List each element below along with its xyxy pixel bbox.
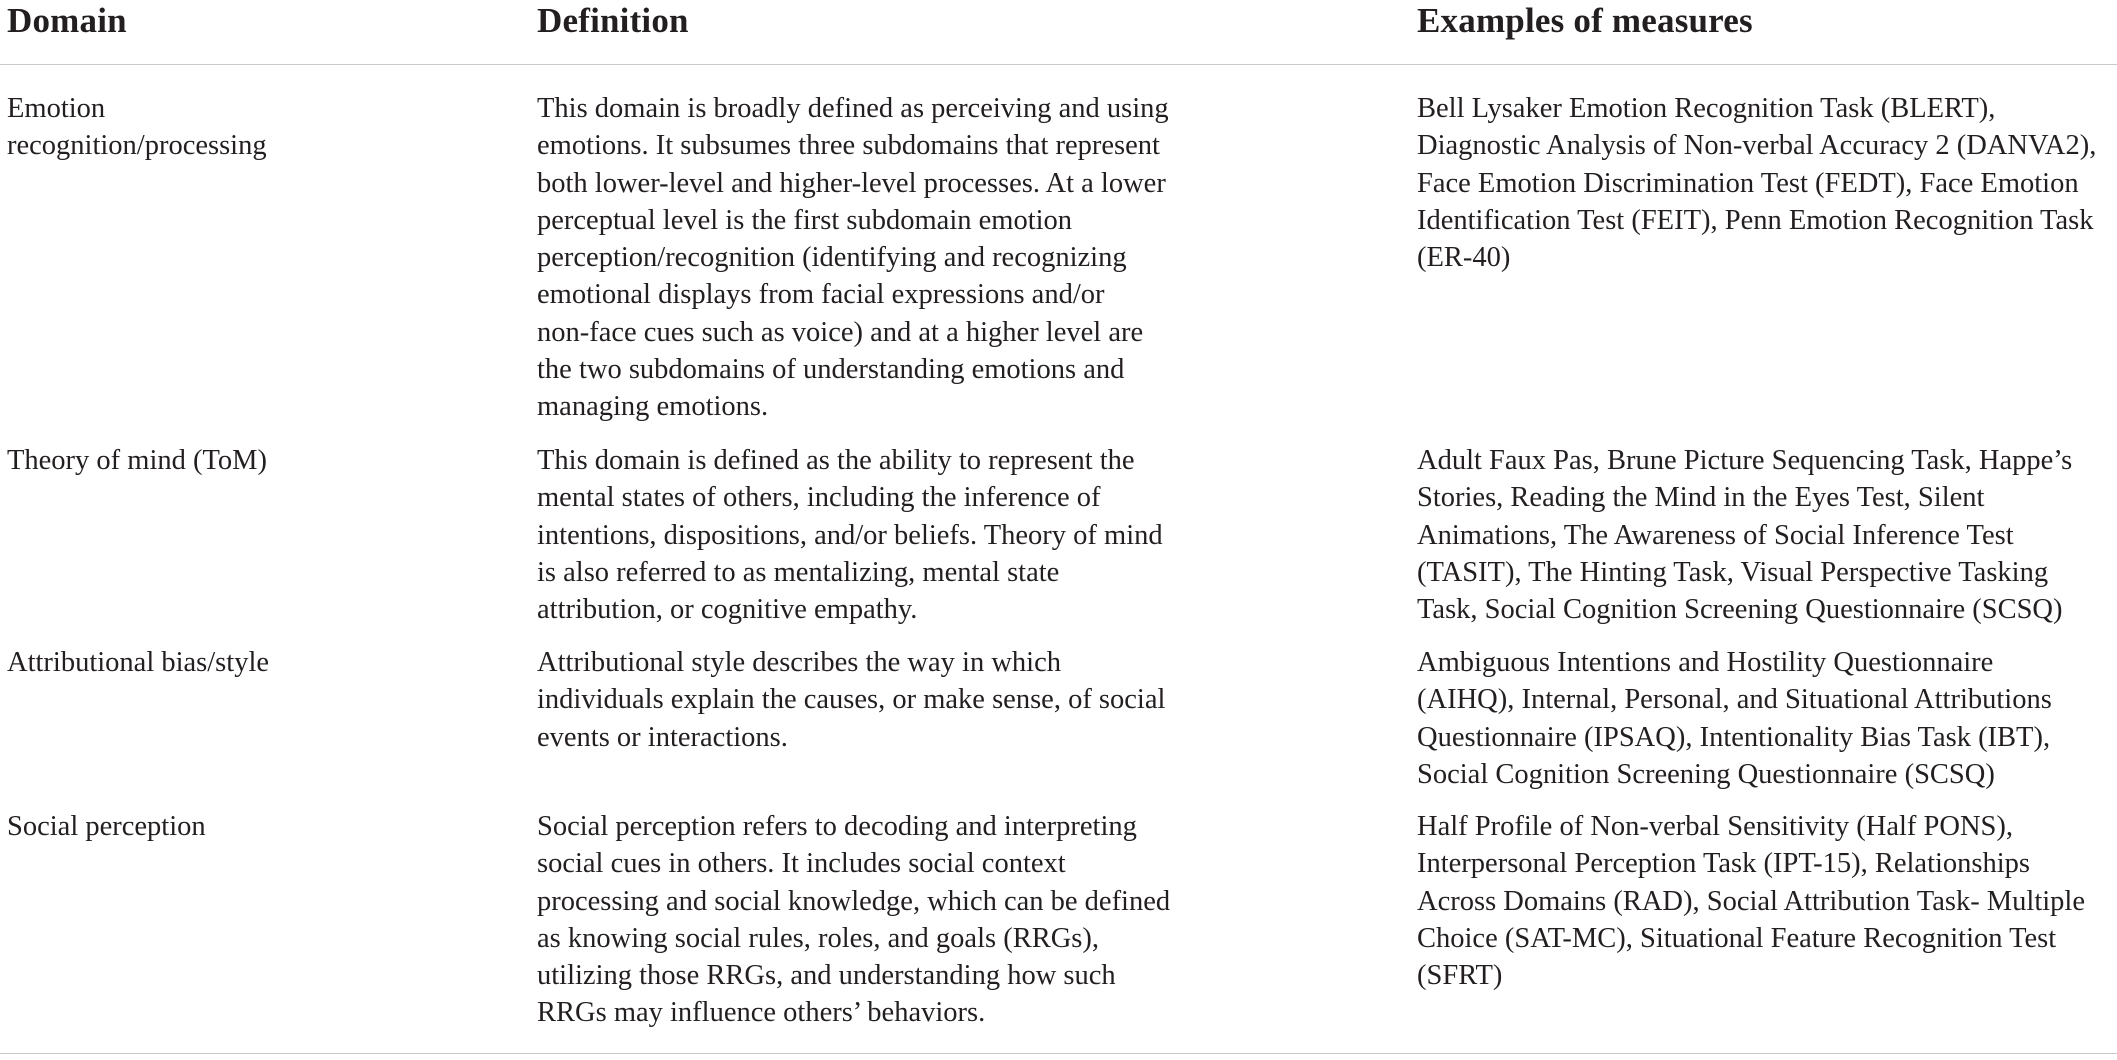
examples-cell: Bell Lysaker Emotion Recognition Task (BLERT), Diagnostic Analysis of Non-verbal Accuracy 2 (DANVA2), Face Emotion Discrimination Test (FEDT), Face Emotion Identification Test (FEIT), Penn Emotion Recognition Task (ER-40) — [1417, 93, 2097, 274]
domain-cell: Emotion recognition/processing — [7, 93, 267, 162]
domain-cell: Theory of mind (ToM) — [7, 445, 267, 476]
header-domain: Domain — [7, 1, 127, 40]
definition-cell: This domain is broadly defined as perceiving and using emotions. It subsumes three subdomains that represent both lower-level and higher-level processes. At a lower perceptual level is the first subdomain emotion perception/recognition (identifying and recognizing emotional displays from facial expressions and/or non-face cues such as voice) and at a higher level are the two subdomains of understanding emotions and managing emotions. — [537, 93, 1169, 423]
definition-cell: This domain is defined as the ability to represent the mental states of others, including the inference of intentions, dispositions, and/or beliefs. Theory of mind is also referred to as mentalizing, mental state attribution, or cognitive empathy. — [537, 445, 1163, 626]
table-bottom-rule — [0, 1053, 2117, 1054]
domain-cell: Attributional bias/style — [7, 647, 270, 678]
definition-cell: Attributional style describes the way in which individuals explain the causes, or make sense, of social events or interactions. — [537, 647, 1166, 753]
examples-cell: Adult Faux Pas, Brune Picture Sequencing Task, Happe’s Stories, Reading the Mind in the Eyes Test, Silent Animations, The Awareness of Social Inference Test (TASIT), The Hinting Task, Visual Perspective Tasking Task, Social Cognition Screening Questionnaire (SCSQ) — [1417, 445, 2073, 626]
header-examples: Examples of measures — [1417, 1, 1753, 40]
domain-cell: Social perception — [7, 811, 206, 842]
table-header — [0, 0, 2117, 65]
examples-cell: Ambiguous Intentions and Hostility Questionnaire (AIHQ), Internal, Personal, and Situational Attributions Questionnaire (IPSAQ), Intentionality Bias Task (IBT), Social Cognition Screening Questionnaire (SCSQ) — [1417, 647, 2052, 790]
examples-cell: Half Profile of Non-verbal Sensitivity (Half PONS), Interpersonal Perception Task (IPT-15), Relationships Across Domains (RAD), Social Attribution Task- Multiple Choice (SAT-MC), Situational Feature Recognition Test (SFRT) — [1417, 811, 2085, 992]
definition-cell: Social perception refers to decoding and interpreting social cues in others. It includes social context processing and social knowledge, which can be defined as knowing social rules, roles, and goals (RRGs), utilizing those RRGs, and understanding how such RRGs may influence others’ behaviors. — [537, 811, 1171, 1029]
header-definition: Definition — [537, 1, 689, 40]
